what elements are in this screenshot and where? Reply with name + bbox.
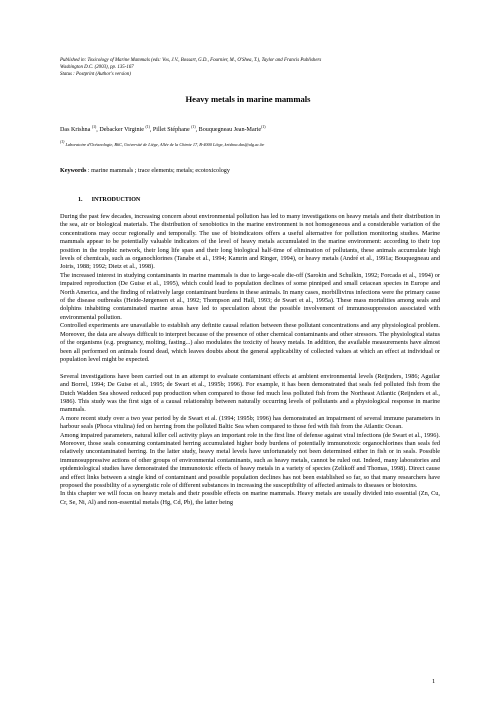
keywords (60, 168, 440, 174)
paper-title: Heavy metals in marine mammals (185, 94, 311, 104)
publication-info (60, 57, 460, 78)
body-paragraph: A more recent study over a two year period by de Swart et al. (1994; 1995b; 1996) has demonstrated an impairment of several immune parameters in harbour seals (Phoca vitulina) fed on herring from the polluted Baltic Sea when compared to those fed with fish from the Atlantic Ocean. (60, 414, 440, 431)
body-paragraph: The increased interest in studying contaminants in marine mammals is due to large-scale die-off (Sarokin and Schulkin, 1992; Forcada et al., 1994) or impaired reproduction (De Guise et al., 1995), which could lead to population declines of some pinniped and small cetacean species in Europe and North America, and the finding of relatively large contaminant burdens in these animals. In many cases, morbillivirus infections were the primary cause of the disease outbreaks (Heide-Jørgensen et al., 1992; Thompson and Hall, 1993; de Swart et al., 1995a). These mass mortalities among seals and dolphins inhabiting contaminated marine areas have led to speculation about the possible involvement of immunosuppression associated with environmental pollution. (60, 271, 440, 321)
body-paragraph: During the past few decades, increasing concern about environmental pollution has led to many investigations on heavy metals and their distribution in the sea, air or biological materials. The distribution of xenobiotics in the marine environment is not homogeneous and a considerable variation of the concentrations may occur regionally and temporally. The use of bioindicators offers a useful alternative for pollution monitoring studies. Marine mammals appear to be potentially valuable indicators of the level of heavy metals accumulated in the marine environment: according to their top position in the trophic network, their long life span and their long biological half-time of elimination of pollutants, these animals accumulate high levels of chemicals, such as organochlorines (Tanabe et al., 1994; Kamrin and Ringer, 1994), or heavy metals (André et al., 1991a; Bouquegneau and Joiris, 1988; 1992; Dietz et al., 1998). (60, 213, 440, 271)
affiliation: $^{(1)}$ Laboratoire d'Océanologie, B6C, Université de Liège, Allée de la Chimie 17, B-4000 Liège, krishna.das@ulg.ac.be (60, 140, 265, 147)
keywords-label: Keywords (60, 168, 87, 174)
author: Das Krishna $^{(1)}$ (60, 125, 97, 133)
body-paragraph: Controlled experiments are unavailable to establish any definite causal relation between these pollutant concentrations and any physiological problem. Moreover, the data are always difficult to interpret because of the presence of other chemical contaminants and other stressors. The physiological status of the organisms (e.g. pregnancy, molting, fasting...) also modulates the toxicity of heavy metals. In addition, the available measurements have almost been all performed on animals found dead, which leaves doubts about the general applicability of collected values at which an effect at individual or population level might be expected. (60, 322, 440, 363)
keywords-text: : marine mammals ; trace elements; metals; ecotoxicology (86, 168, 230, 174)
body-paragraph: Among impaired parameters, natural killer cell activity plays an important role in the first line of defense against viral infections (de Swart et al., 1996). Moreover, those seals consuming contaminated herring accumulated higher body burdens of potentially immunotoxic organochlorines than seals fed relatively uncontaminated herring. In the latter study, heavy metal levels have unfortunately not been determined either in fish or in seals. Possible immunosuppressive actions of other groups of environmental contaminants, such as heavy metals, cannot be ruled out. Indeed, many laboratories and epidemiological studies have demonstrated the immunotoxic effects of heavy metals in a variety of species (Zelikoff and Thomas, 1998). Direct cause and effect links between a single kind of contaminant and possible population declines has not been established so far, so that many researchers have proposed the possibility of a synergistic role of different substances in increasing the susceptibility of affected animals to diseases or biotoxins. (60, 431, 440, 489)
author: Bouquegneau Jean-Marie$^{(1)}$ (198, 125, 266, 133)
status-line: Status : Postprint (Author's version) (60, 72, 131, 77)
section-number: 1. (78, 197, 83, 203)
publication-line: Published in: Toxicology of Marine Mammals (eds: Vos, J.V., Bossart, G.D., Fournier, M., O'Shea, T.), Taylor and Francis Publishers (60, 58, 322, 63)
author: Debacker Virginie $^{(1)}$ (99, 125, 150, 133)
section-heading (78, 197, 140, 203)
publication-line: Washington D.C. (2003), pp. 135-167 (60, 65, 134, 70)
body-text (60, 213, 440, 507)
page-number: 1 (432, 678, 436, 685)
section-title: INTRODUCTION (91, 197, 141, 203)
body-paragraph: In this chapter we will focus on heavy metals and their possible effects on marine mammals. Heavy metals are usually divided into essential (Zn, Cu, Cr, Se, Ni, Al) and non-essential metals (Hg, Cd, Pb), the latter being (60, 490, 440, 506)
body-paragraph: Several investigations have been carried out in an attempt to evaluate contaminant effects at ambient environmental levels (Reijnders, 1986; Aguilar and Borrel, 1994; De Guise et al., 1995; de Swart et al., 1995b; 1996). For example, it has been demonstrated that seals fed polluted fish from the Dutch Wadden Sea showed reduced pup production when compared to those fed much less polluted fish from the Northeast Atlantic (Reijnders et al., 1986). This study was the first sign of a causal relationship between naturally occurring levels of pollutants and a physiological response in marine mammals. (60, 372, 440, 414)
author-list: Das Krishna $^{(1)}$, Debacker Virginie $^{(1)}$, Pillet Stéphane $^{(1)}$, Bouquegneau Jean-Marie$^{(1)}$ (60, 125, 266, 133)
author: Pillet Stéphane $^{(1)}$ (152, 125, 196, 133)
